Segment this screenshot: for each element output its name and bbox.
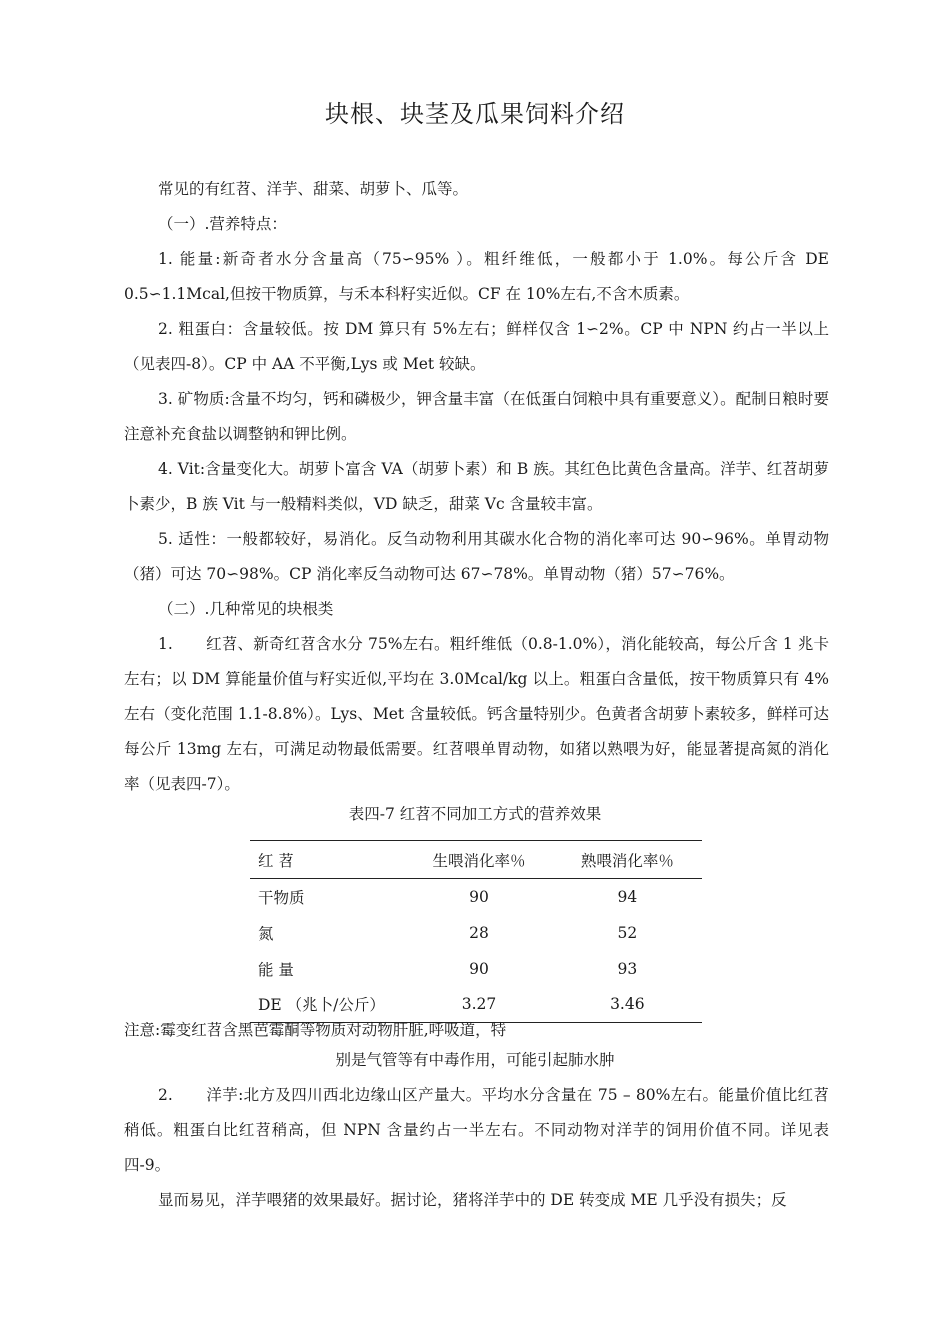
table-cell: 28 (469, 923, 489, 942)
table-caption: 表四-7 红苕不同加工方式的营养效果 (348, 805, 602, 823)
nutrition-item-3: 3. 矿物质:含量不均匀，钙和磷极少，钾含量丰富（在低蛋白饲粮中具有重要意义）。配制日粮时要注意补充食盐以调整钠和钾比例。 (124, 390, 829, 443)
intro-paragraph: 常见的有红苕、洋芋、甜菜、胡萝卜、瓜等。 (158, 180, 469, 198)
closing-paragraph: 显而易见，洋芋喂猪的效果最好。据讨论，猪将洋芋中的 DE 转变成 ME 几乎没有损失；反 (158, 1191, 787, 1209)
note-line-1: 注意:霉变红苕含黑芭霉酮等物质对动物肝脏,呼吸道，特 (124, 1021, 507, 1039)
table-cell: 93 (617, 959, 638, 978)
table-cell: 3.46 (610, 995, 645, 1014)
table-cell: 94 (617, 887, 638, 906)
nutrition-item-5: 5. 适性：一般都较好，易消化。反刍动物利用其碳水化合物的消化率可达 90∽96%。单胃动物（猪）可达 70∽98%。CP 消化率反刍动物可达 67∽78%。单胃动物（猪）57∽76%。 (124, 530, 829, 583)
sweet-potato-text: 红苕、新奇红苕含水分 75%左右。粗纤维低（0.8-1.0%），消化能较高，每公斤含 1 兆卡左右；以 DM 算能量价值与籽实近似,平均在 3.0Mcal/kg 以上。粗蛋白含量低，按干物质算只有 4%左右（变化范围 1.1-8.8%）。Lys、Met 含量较低。钙含量特别少。色黄者含胡萝卜素较多，鲜样可达每公斤 13mg 左右，可满足动物最低需要。红苕喂单胃动物，如猪以熟喂为好，能显著提高氮的消化率（见表四-7）。 (124, 635, 829, 793)
table-cell: 氮 (258, 924, 274, 943)
table-cell: 90 (469, 887, 489, 906)
table-row (250, 879, 702, 915)
potato-paragraph (124, 1078, 829, 1183)
table-cell: 干物质 (258, 888, 305, 907)
body-section-1 (124, 172, 829, 802)
table-header-row (250, 841, 702, 879)
table-header-cell: 红 苕 (258, 851, 294, 870)
nutrition-item-2: 2. 粗蛋白：含量较低。按 DM 算只有 5%左右；鲜样仅含 1∽2%。CP 中 NPN 约占一半以上（见表四-8）。CP 中 AA 不平衡,Lys 或 Met 较缺。 (124, 320, 829, 373)
table-row (250, 951, 702, 987)
item-number: 2. (158, 1086, 173, 1104)
nutrition-item-4: 4. Vit:含量变化大。胡萝卜富含 VA（胡萝卜素）和 B 族。其红色比黄色含量高。洋芋、红苕胡萝卜素少，B 族 Vit 与一般精料类似，VD 缺乏，甜菜 Vc 含量较丰富。 (124, 460, 829, 513)
nutrition-item-1: 1. 能量:新奇者水分含量高（75∽95% ）。粗纤维低，一般都小于 1.0%。每公斤含 DE 0.5∽1.1Mcal,但按干物质算，与禾本科籽实近似。CF 在 10%左右,不含木质素。 (124, 250, 829, 303)
note-line-2: 别是气管等有中毒作用，可能引起肺水肿 (335, 1051, 615, 1069)
digestibility-table (250, 840, 702, 1023)
document-title: 块根、块茎及瓜果饲料介绍 (325, 100, 625, 128)
table-row (250, 915, 702, 951)
body-section-2 (124, 1078, 829, 1218)
item-number: 1. (158, 635, 173, 653)
sweet-potato-paragraph (124, 627, 829, 802)
table-header-cell: 生喂消化率％ (432, 851, 526, 870)
table-cell: 3.27 (461, 995, 497, 1014)
table-cell: 能 量 (258, 960, 294, 979)
table-header-cell: 熟喂消化率％ (580, 851, 674, 870)
table-cell: 90 (469, 959, 489, 978)
section1-heading: （一）.营养特点： (158, 215, 287, 233)
potato-text: 洋芋:北方及四川西北边缘山区产量大。平均水分含量在 75 – 80%左右。能量价值比红苕稍低。粗蛋白比红苕稍高，但 NPN 含量约占一半左右。不同动物对洋芋的饲用价值不同。详见表四-9。 (124, 1086, 829, 1174)
table-cell: 52 (617, 923, 638, 942)
section2-heading: （二）.几种常见的块根类 (158, 600, 334, 618)
table-cell: DE （兆卜/公斤） (258, 996, 385, 1015)
